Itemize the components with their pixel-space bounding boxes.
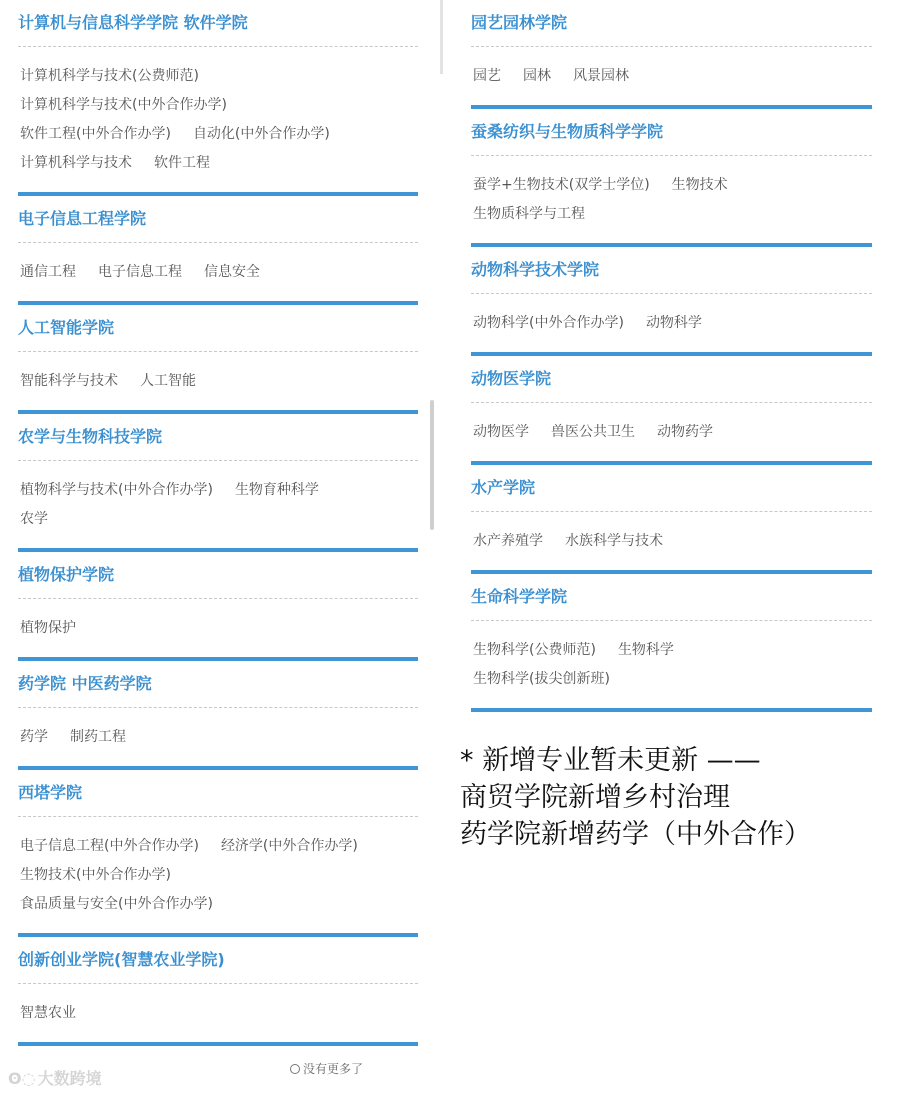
major-item[interactable]: 水族科学与技术: [565, 533, 663, 549]
major-row: [20, 258, 418, 287]
no-more-text: 没有更多了: [303, 1062, 364, 1076]
watermark: [8, 1066, 102, 1089]
college-title[interactable]: 农学与生物科技学院: [18, 427, 163, 446]
major-item[interactable]: 食品质量与安全(中外合作办学): [20, 896, 213, 912]
major-item[interactable]: 计算机科学与技术(公费师范): [20, 68, 199, 84]
major-row: [473, 636, 872, 665]
major-row: [20, 832, 418, 861]
major-list: [471, 403, 872, 451]
major-list: [471, 47, 872, 95]
major-item[interactable]: 生物技术: [671, 177, 728, 193]
major-item[interactable]: 经济学(中外合作办学): [220, 838, 358, 854]
college-title[interactable]: 创新创业学院(智慧农业学院): [18, 950, 225, 969]
major-row: [473, 309, 872, 338]
major-item[interactable]: 动物科学(中外合作办学): [473, 315, 624, 331]
college-section: [18, 770, 418, 937]
college-section: [18, 414, 418, 552]
end-of-list-indicator: [290, 1060, 363, 1077]
college-section: [471, 465, 872, 574]
major-item[interactable]: 园林: [523, 68, 551, 84]
college-section: [18, 661, 418, 770]
major-row: [20, 62, 418, 91]
major-row: [473, 171, 872, 200]
major-row: [20, 999, 418, 1028]
major-item[interactable]: 生物质科学与工程: [473, 206, 585, 222]
major-item[interactable]: 动物药学: [657, 424, 713, 440]
major-row: [20, 91, 418, 120]
scrollbar-thumb[interactable]: [430, 400, 434, 530]
major-item[interactable]: 自动化(中外合作办学): [192, 126, 330, 142]
major-item[interactable]: 智能科学与技术: [20, 373, 118, 389]
major-list: [18, 708, 418, 756]
college-title[interactable]: 人工智能学院: [18, 318, 115, 337]
major-row: [20, 367, 418, 396]
smile-icon: [290, 1064, 300, 1074]
major-row: [20, 861, 418, 890]
major-row: [473, 200, 872, 229]
college-section: [18, 552, 418, 661]
college-title[interactable]: 电子信息工程学院: [18, 209, 147, 228]
major-item[interactable]: 电子信息工程(中外合作办学): [20, 838, 199, 854]
college-title[interactable]: 动物科学技术学院: [471, 260, 600, 279]
major-list: [18, 817, 418, 923]
major-row: [473, 62, 872, 91]
major-item[interactable]: 生物科学(拔尖创新班): [473, 671, 610, 687]
major-list: [471, 156, 872, 233]
college-section: [18, 0, 418, 196]
update-note: [460, 742, 811, 853]
major-item[interactable]: 通信工程: [20, 264, 76, 280]
college-title[interactable]: 园艺园林学院: [471, 13, 568, 32]
major-list: [18, 461, 418, 538]
major-item[interactable]: 人工智能: [140, 373, 196, 389]
major-item[interactable]: 动物科学: [645, 315, 702, 331]
major-item[interactable]: 软件工程(中外合作办学): [20, 126, 171, 142]
college-section: [18, 305, 418, 414]
college-title[interactable]: 动物医学院: [471, 369, 552, 388]
note-line-1: * 新增专业暂未更新 ——: [460, 745, 761, 776]
college-title[interactable]: 计算机与信息科学学院 软件学院: [18, 13, 248, 32]
column-divider: [440, 0, 443, 74]
right-college-list: [471, 0, 872, 712]
major-list: [18, 599, 418, 647]
college-section: [18, 196, 418, 305]
note-line-2: 商贸学院新增乡村治理: [460, 782, 730, 813]
major-item[interactable]: 园艺: [473, 68, 501, 84]
section-separator-bar: [18, 1042, 418, 1046]
major-item[interactable]: 智慧农业: [20, 1005, 76, 1021]
major-list: [18, 352, 418, 400]
major-list: [18, 984, 418, 1032]
major-item[interactable]: 药学: [20, 729, 48, 745]
section-separator-bar: [471, 708, 872, 712]
major-item[interactable]: 水产养殖学: [473, 533, 543, 549]
major-row: [473, 665, 872, 694]
college-title[interactable]: 西塔学院: [18, 783, 83, 802]
major-list: [18, 47, 418, 182]
watermark-text: 大数跨境: [37, 1069, 102, 1088]
major-list: [471, 621, 872, 698]
major-item[interactable]: 动物医学: [473, 424, 529, 440]
college-section: [471, 247, 872, 356]
major-item[interactable]: 生物科学(公费师范): [473, 642, 596, 658]
major-item[interactable]: 风景园林: [573, 68, 629, 84]
major-item[interactable]: 植物科学与技术(中外合作办学): [20, 482, 213, 498]
major-row: [20, 614, 418, 643]
college-title[interactable]: 植物保护学院: [18, 565, 115, 584]
major-row: [20, 149, 418, 178]
major-row: [20, 476, 418, 505]
major-row: [473, 527, 872, 556]
major-item[interactable]: 信息安全: [204, 264, 260, 280]
college-title[interactable]: 药学院 中医药学院: [18, 674, 152, 693]
major-list: [471, 294, 872, 342]
college-section: [471, 574, 872, 712]
major-item[interactable]: 软件工程: [154, 155, 210, 171]
major-item[interactable]: 生物育种科学: [234, 482, 319, 498]
left-college-list: [18, 0, 418, 1046]
note-line-3: 药学院新增药学（中外合作）: [460, 819, 811, 850]
college-section: [471, 356, 872, 465]
major-list: [18, 243, 418, 291]
major-item[interactable]: 农学: [20, 511, 48, 527]
major-item[interactable]: 生物科学: [617, 642, 674, 658]
logo-icon: ʘ◌: [8, 1069, 36, 1088]
major-list: [471, 512, 872, 560]
major-item[interactable]: 植物保护: [20, 620, 76, 636]
major-row: [473, 418, 872, 447]
college-title[interactable]: 水产学院: [471, 478, 536, 497]
major-row: [20, 120, 418, 149]
major-item[interactable]: 兽医公共卫生: [551, 424, 635, 440]
college-title[interactable]: 蚕桑纺织与生物质科学学院: [471, 122, 664, 141]
major-item[interactable]: 计算机科学与技术(中外合作办学): [20, 97, 227, 113]
major-item[interactable]: 制药工程: [70, 729, 126, 745]
college-title[interactable]: 生命科学学院: [471, 587, 568, 606]
college-section: [18, 937, 418, 1046]
college-section: [471, 109, 872, 247]
major-row: [20, 505, 418, 534]
major-item[interactable]: 电子信息工程: [98, 264, 182, 280]
major-item[interactable]: 生物技术(中外合作办学): [20, 867, 171, 883]
major-item[interactable]: 蚕学+生物技术(双学士学位): [473, 177, 650, 193]
major-row: [20, 890, 418, 919]
major-item[interactable]: 计算机科学与技术: [20, 155, 132, 171]
college-section: [471, 0, 872, 109]
major-row: [20, 723, 418, 752]
